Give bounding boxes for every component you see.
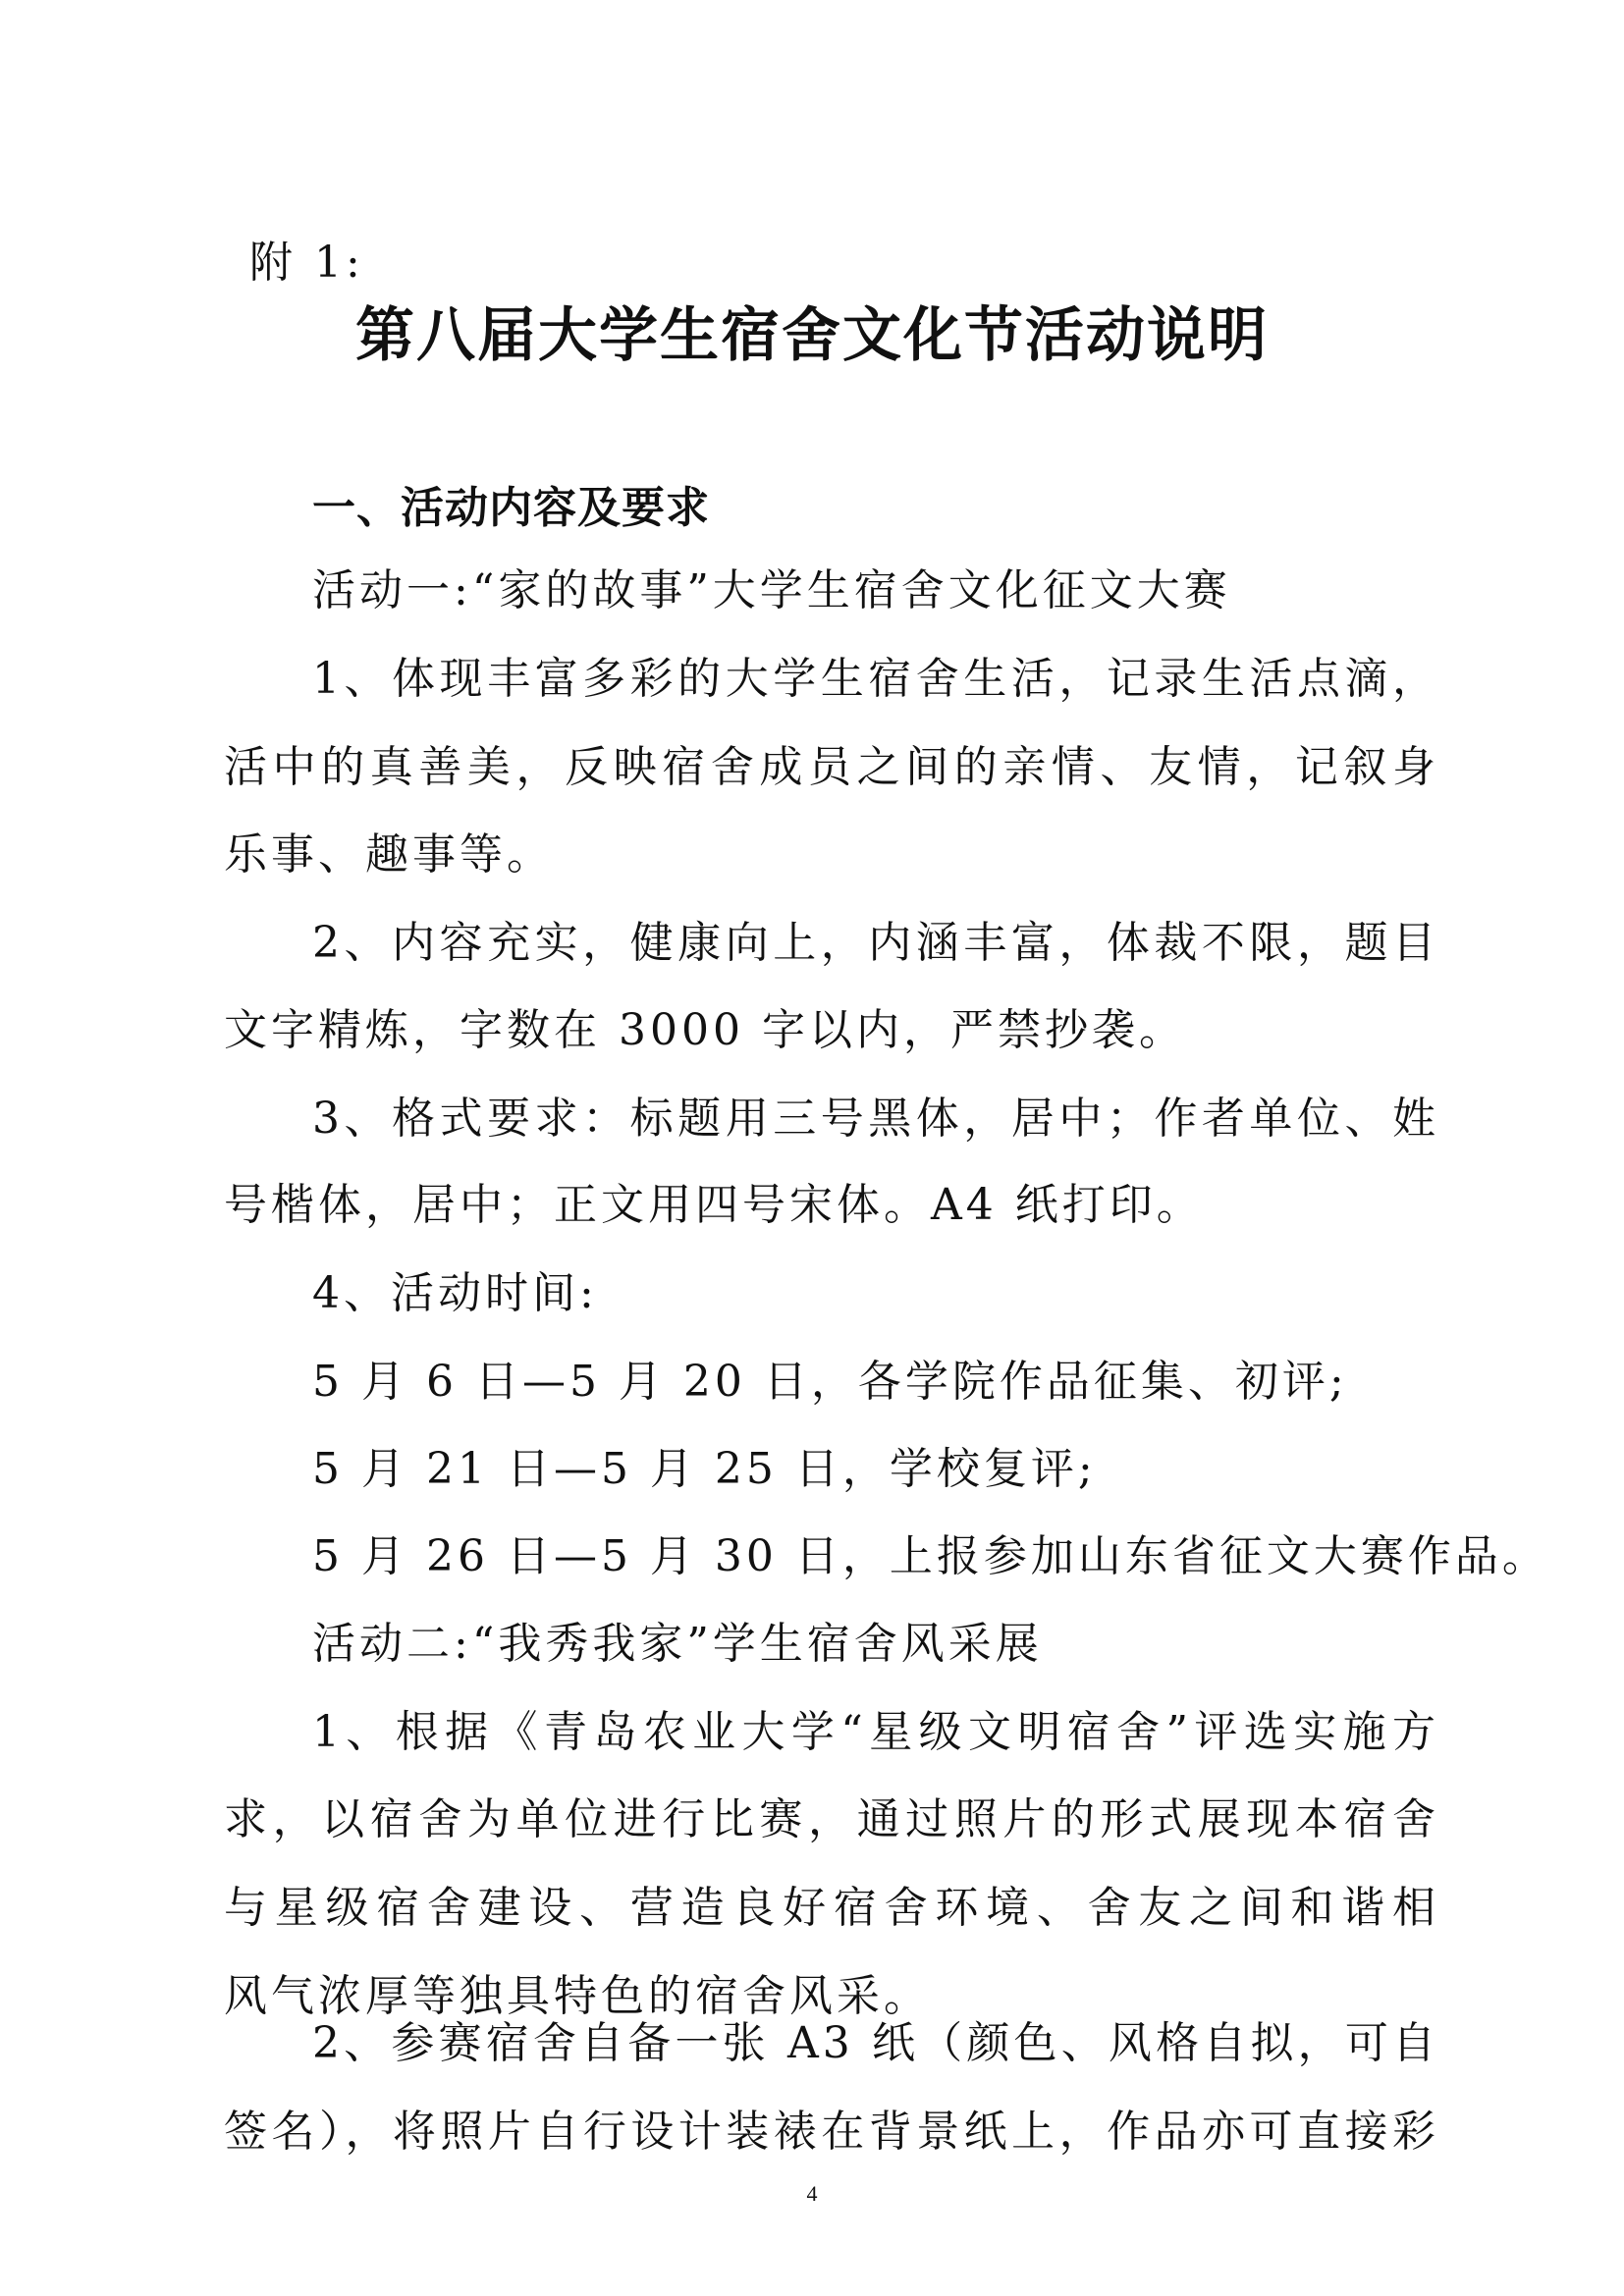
activity-two-item1-line2: 求，以宿舍为单位进行比赛，通过照片的形式展现本宿舍 bbox=[224, 1794, 1439, 1844]
activity-two-item1-line1: 1、根据《青岛农业大学“星级文明宿舍”评选实施方 bbox=[312, 1707, 1439, 1757]
activity-one-item1-line2: 活中的真善美，反映宿舍成员之间的亲情、友情，记叙身 bbox=[224, 742, 1439, 792]
activity-one-item4-label: 4、活动时间: bbox=[312, 1268, 598, 1318]
activity-one-item1-line1: 1、体现丰富多彩的大学生宿舍生活，记录生活点滴， bbox=[312, 654, 1439, 704]
activity-one-heading: 活动一:“家的故事”大学生宿舍文化征文大赛 bbox=[312, 565, 1231, 615]
schedule-line: 5 月 6 日—5 月 20 日，各学院作品征集、初评; bbox=[312, 1357, 1348, 1407]
activity-two-item1-line3: 与星级宿舍建设、营造良好宿舍环境、舍友之间和谐相 bbox=[224, 1883, 1439, 1933]
activity-two-item1-line4: 风气浓厚等独具特色的宿舍风采。 bbox=[224, 1971, 931, 2021]
page-title: 第八届大学生宿舍文化节活动说明 bbox=[355, 301, 1269, 370]
schedule-line: 5 月 26 日—5 月 30 日，上报参加山东省征文大赛作品。 bbox=[312, 1531, 1549, 1581]
activity-one-item2-line1: 2、内容充实，健康向上，内涵丰富，体裁不限，题目 bbox=[312, 918, 1439, 968]
attachment-label: 附 1: bbox=[249, 238, 364, 288]
schedule-line: 5 月 21 日—5 月 25 日，学校复评; bbox=[312, 1444, 1097, 1494]
activity-two-item2-line1: 2、参赛宿舍自备一张 A3 纸（颜色、风格自拟，可自 bbox=[312, 2018, 1439, 2068]
section-heading: 一、活动内容及要求 bbox=[312, 483, 710, 533]
activity-two-item2-line2: 签名），将照片自行设计装裱在背景纸上，作品亦可直接彩 bbox=[224, 2107, 1439, 2157]
activity-two-heading: 活动二:“我秀我家”学生宿舍风采展 bbox=[312, 1619, 1043, 1669]
activity-one-item3-line2: 号楷体，居中；正文用四号宋体。A4 纸打印。 bbox=[224, 1180, 1204, 1230]
page-number: 4 bbox=[806, 2181, 818, 2206]
activity-one-item1-line3: 乐事、趣事等。 bbox=[224, 829, 554, 880]
activity-one-item2-line2: 文字精炼，字数在 3000 字以内，严禁抄袭。 bbox=[224, 1005, 1186, 1055]
activity-one-item3-line1: 3、格式要求：标题用三号黑体，居中；作者单位、姓 bbox=[312, 1094, 1439, 1144]
